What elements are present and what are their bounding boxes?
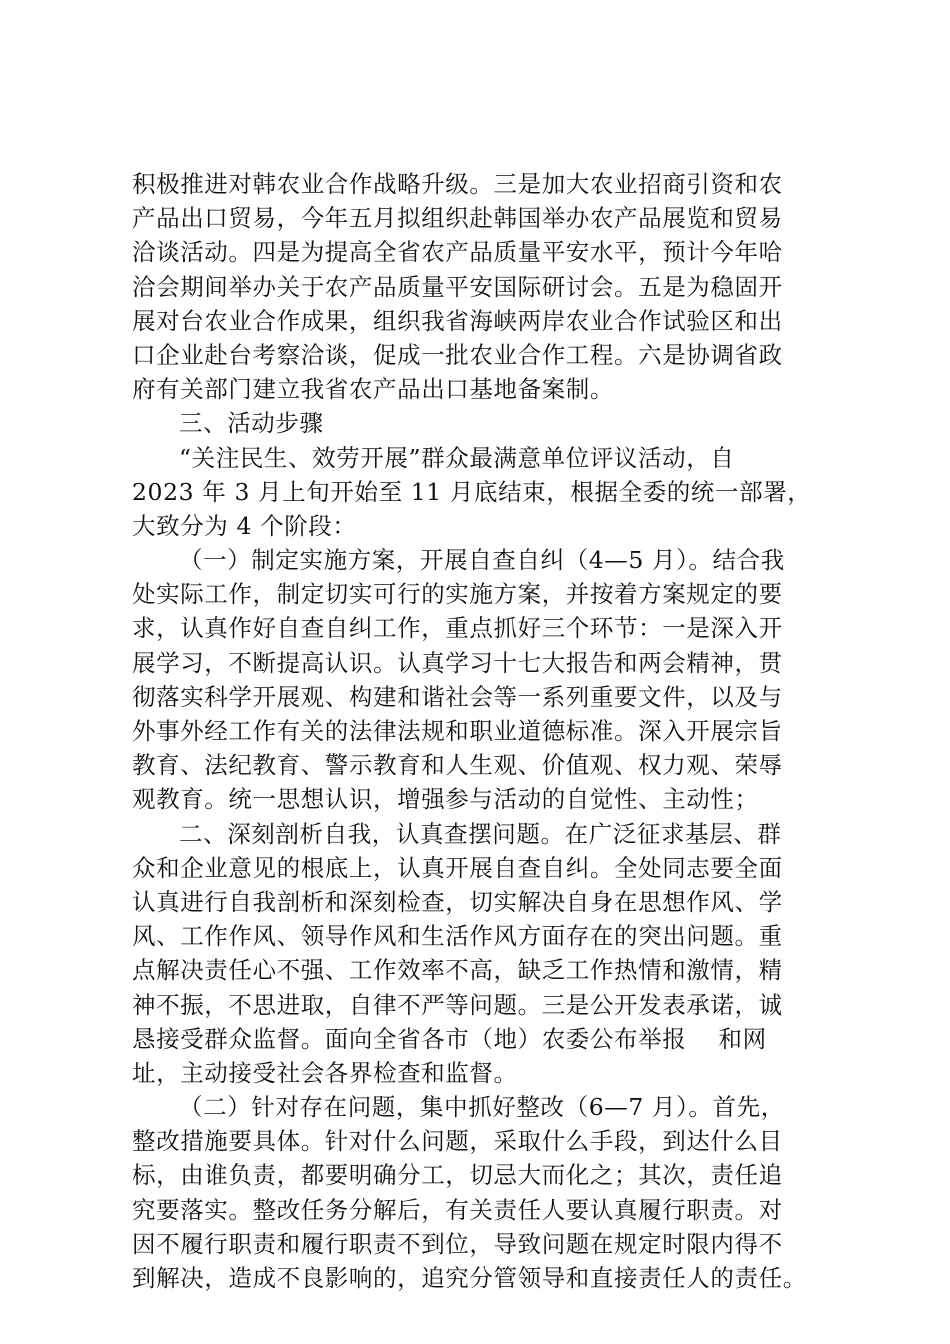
heading-activity-steps: 三、活动步骤 xyxy=(179,409,324,438)
text-line: 点解决责任心不强、工作效率不高，缺乏工作热情和激情，精 xyxy=(132,956,783,985)
text-line: 2023 年 3 月上旬开始至 11 月底结束，根据全委的统一部署， xyxy=(132,477,812,506)
text-line: 因不履行职责和履行职责不到位，导致问题在规定时限内得不 xyxy=(132,1229,783,1258)
text-line: “关注民生、效劳开展”群众最满意单位评议活动，自 xyxy=(179,443,735,472)
text-line: 展对台农业合作成果，组织我省海峡两岸农业合作试验区和出 xyxy=(132,306,783,335)
paragraph-p6 xyxy=(132,1090,832,1295)
document-body xyxy=(132,167,832,1295)
text-line: 教育、法纪教育、警示教育和人生观、价值观、权力观、荣辱 xyxy=(132,751,783,780)
text-line: （一）制定实施方案，开展自查自纠（4—5 月）。结合我 xyxy=(179,546,785,575)
text-line: 积极推进对韩农业合作战略升级。三是加大农业招商引资和农 xyxy=(132,170,783,198)
paragraph-p5 xyxy=(132,817,832,1091)
paragraph-p1 xyxy=(132,167,832,406)
text-line: 认真进行自我剖析和深刻检查，切实解决自身在思想作风、学 xyxy=(132,887,783,916)
text-line: 址，主动接受社会各界检查和监督。 xyxy=(132,1058,518,1087)
text-line: 究要落实。整改任务分解后，有关责任人要认真履行职责。对 xyxy=(132,1195,783,1224)
text-line: 洽谈活动。四是为提高全省农产品质量平安水平，预计今年哈 xyxy=(132,238,783,267)
text-line: 风、工作作风、领导作风和生活作风方面存在的突出问题。重 xyxy=(132,922,783,951)
text-line: （二）针对存在问题，集中抓好整改（6—7 月）。首先， xyxy=(179,1093,785,1122)
text-line: 口企业赴台考察洽谈，促成一批农业合作工程。六是协调省政 xyxy=(132,340,783,369)
section-heading xyxy=(132,406,832,440)
text-line: 大致分为 4 个阶段： xyxy=(132,511,357,540)
text-line: 外事外经工作有关的法律法规和职业道德标准。深入开展宗旨 xyxy=(132,717,783,745)
text-line: 处实际工作，制定切实可行的实施方案，并按着方案规定的要 xyxy=(132,580,783,609)
text-line: 求，认真作好自查自纠工作，重点抓好三个环节：一是深入开 xyxy=(132,614,783,643)
text-line: 产品出口贸易，今年五月拟组织赴韩国举办农产品展览和贸易 xyxy=(132,204,783,233)
text-line: 观教育。统一思想认识，增强参与活动的自觉性、主动性； xyxy=(132,785,759,814)
text-line: 恳接受群众监督。面向全省各市（地）农委公布举报 和网 xyxy=(132,1024,767,1053)
text-line: 神不振，不思进取，自律不严等问题。三是公开发表承诺，诚 xyxy=(132,990,783,1019)
text-line: 到解决，造成不良影响的，追究分管领导和直接责任人的责任。 xyxy=(132,1264,807,1292)
text-line: 标，由谁负责，都要明确分工，切忌大而化之；其次，责任追 xyxy=(132,1161,783,1190)
text-line: 展学习，不断提高认识。认真学习十七大报告和两会精神，贯 xyxy=(132,648,783,677)
text-line: 整改措施要具体。针对什么问题，采取什么手段，到达什么目 xyxy=(132,1127,783,1156)
paragraph-p3 xyxy=(132,441,832,544)
text-line: 二、深刻剖析自我，认真查摆问题。在广泛征求基层、群 xyxy=(179,819,782,848)
paragraph-p4 xyxy=(132,543,832,817)
text-line: 众和企业意见的根底上，认真开展自查自纠。全处同志要全面 xyxy=(132,853,783,882)
text-line: 洽会期间举办关于农产品质量平安国际研讨会。五是为稳固开 xyxy=(132,272,783,301)
text-line: 府有关部门建立我省农产品出口基地备案制。 xyxy=(132,375,614,404)
text-line: 彻落实科学开展观、构建和谐社会等一系列重要文件，以及与 xyxy=(132,682,783,711)
